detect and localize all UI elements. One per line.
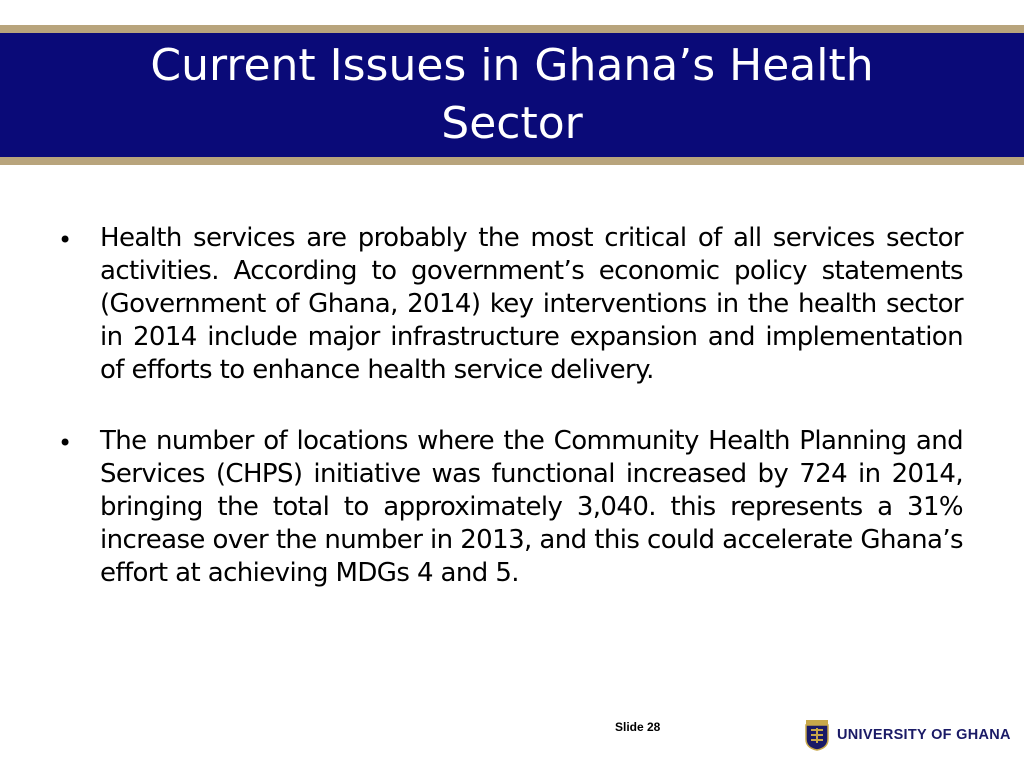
university-logo	[805, 719, 1011, 751]
slide-number: Slide 28	[615, 720, 661, 734]
crest-icon	[805, 719, 829, 751]
bullet-text: The number of locations where the Community Health Planning and Services (CHPS) initiative was functional increased by 724 in 2014, bringing the total to approximately 3,040. this represents a 31% increase over the number in 2013, and this could accelerate Ghana’s effort at achieving MDGs 4 and 5.	[100, 426, 963, 588]
bullet-item	[58, 425, 963, 590]
logo-text: UNIVERSITY OF GHANA	[837, 727, 1011, 743]
slide-content	[58, 222, 963, 628]
bullet-text: Health services are probably the most critical of all services sector activities. According to government’s economic policy statements (Government of Ghana, 2014) key interventions in the health sector in 2014 include major infrastructure expansion and implementation of efforts to enhance health service delivery.	[100, 223, 963, 385]
bullet-mark: •	[58, 429, 73, 457]
bullet-item	[58, 222, 963, 387]
title-panel	[0, 33, 1024, 157]
bullet-mark: •	[58, 226, 73, 254]
slide-title: Current Issues in Ghana’s Health Sector	[150, 40, 874, 149]
